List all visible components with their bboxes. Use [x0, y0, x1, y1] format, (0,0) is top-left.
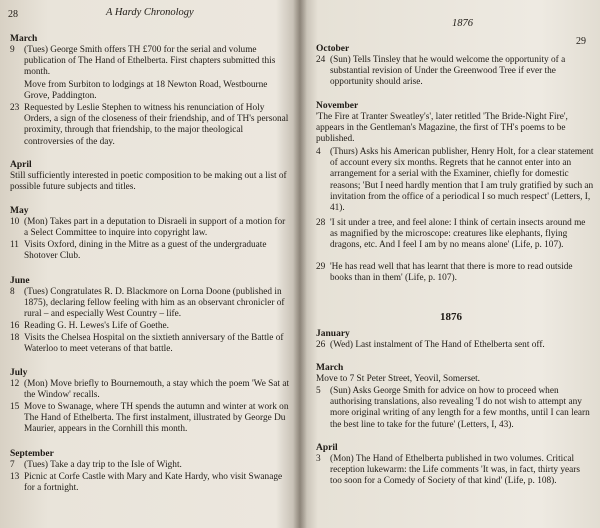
entry-day: 5 [316, 386, 321, 396]
entry-may-10 [10, 217, 290, 239]
entry-text: Move from Surbiton to lodgings at 18 Newton Road, Westbourne Grove, Paddington. [24, 80, 268, 102]
entry-november-4 [316, 147, 594, 214]
entry-may-11 [10, 240, 290, 262]
entry-text: Move to Swanage, where TH spends the autumn and winter at work on The Hand of Ethelberta. The first instalment, illustrated by George Du Maurier, appears in the Cornhill this month. [24, 402, 289, 435]
entry-november-poem: 'The Fire at Tranter Sweatley's', later retitled 'The Bride-Night Fire', appears in the Gentleman's Magazine, the first of TH's poems to be published. [316, 112, 568, 145]
entry-text: Visits the Chelsea Hospital on the sixtieth anniversary of the Battle of Waterloo to meet veterans of that battle. [24, 333, 284, 355]
entry-day: 26 [316, 340, 326, 350]
month-heading-october: October [316, 44, 350, 54]
entry-text: Visits Oxford, dining in the Mitre as a guest of the undergraduate Shotover Club. [24, 240, 267, 262]
entry-day: 16 [10, 321, 20, 331]
entry-day: 29 [316, 262, 326, 272]
entry-text: (Thurs) Asks his American publisher, Henry Holt, for a clear statement of account every six months. Regrets that he cannot enter into an arrangement for a serial with the Examiner, chiefly for domestic reasons; 'But I need hardly mention that I am truly gratified by such an invitation from the office of a periodical I so much respect' (Letters, I, 41). [330, 147, 594, 214]
entry-march-9 [10, 45, 290, 79]
month-heading-july: July [10, 368, 28, 378]
entry-day: 18 [10, 333, 20, 343]
month-heading-march-1876: March [316, 363, 344, 373]
entry-march-move [10, 80, 290, 102]
right-page [304, 0, 600, 528]
month-heading-may: May [10, 206, 29, 216]
entry-march-23 [10, 103, 290, 148]
entry-october-24 [316, 55, 594, 89]
left-page [0, 0, 296, 528]
entry-day: 11 [10, 240, 19, 250]
month-heading-march: March [10, 34, 38, 44]
entry-april-1876-3 [316, 454, 594, 488]
entry-text: (Mon) The Hand of Ethelberta published in two volumes. Critical reception lukewarm: the Life comments 'It was, in fact, thirty years too soon for a Comedy of Society of that kind' (Life, p. 108). [330, 454, 581, 487]
month-heading-april: April [10, 160, 32, 170]
entry-april: Still sufficiently interested in poetic composition to be making out a list of possible future subjects and titles. [10, 171, 287, 193]
entry-september-13 [10, 472, 290, 494]
entry-june-18 [10, 333, 290, 355]
entry-text: (Tues) Take a day trip to the Isle of Wight. [24, 460, 182, 470]
entry-text: (Mon) Move briefly to Bournemouth, a stay which the poem 'We Sat at the Window' recalls. [24, 379, 290, 401]
page-number-left: 28 [8, 9, 18, 20]
entry-text: Reading G. H. Lewes's Life of Goethe. [24, 321, 169, 331]
entry-text: 'He has read well that has learnt that there is more to read outside books than in them' (Life, p. 107). [330, 262, 573, 284]
entry-day: 15 [10, 402, 20, 412]
entry-july-15 [10, 402, 290, 436]
entry-text: Requested by Leslie Stephen to witness his renunciation of Holy Orders, a sign of the closeness of their friendship, and of TH's personal proximity, through that friendship, to the major theological controversies of the day. [24, 103, 289, 147]
entry-june-16 [10, 321, 290, 332]
month-heading-january: January [316, 329, 350, 339]
entry-day: 28 [316, 218, 326, 228]
entry-day: 13 [10, 472, 20, 482]
entry-text: 'I sit under a tree, and feel alone: I think of certain insects around me as magnified by the microscope: creatures like elephants, flying dragons, etc. And I feel I am by no means alone' (Life, p. 107). [330, 218, 586, 251]
entry-june-8 [10, 287, 290, 321]
entry-day: 23 [10, 103, 20, 113]
page-number-right: 29 [576, 36, 586, 47]
month-heading-april-1876: April [316, 443, 338, 453]
entry-january-26 [316, 340, 594, 351]
entry-text: (Tues) Congratulates R. D. Blackmore on Lorna Doone (published in 1875), declaring fellow feeling with him as an observant chronicler of rural – and especially West Country – life. [24, 287, 285, 320]
entry-november-29 [316, 262, 594, 284]
month-heading-november: November [316, 101, 359, 111]
entry-day: 24 [316, 55, 326, 65]
entry-text: (Wed) Last instalment of The Hand of Ethelberta sent off. [330, 340, 545, 350]
entry-day: 10 [10, 217, 20, 227]
entry-day: 7 [10, 460, 15, 470]
year-heading: 1876 [440, 311, 462, 323]
entry-text: (Sun) Tells Tinsley that he would welcome the opportunity of a substantial revision of Under the Greenwood Tree if ever the opportunity should arise. [330, 55, 566, 88]
entry-day: 12 [10, 379, 20, 389]
entry-day: 9 [10, 45, 15, 55]
entry-text: (Sun) Asks George Smith for advice on how to proceed when authorising translations, also revealing 'I do not wish to attempt any more original writing of any length for a few months, until I can learn the best line to take for the future' (Letters, I, 43). [330, 386, 590, 430]
entry-text: Picnic at Corfe Castle with Mary and Kate Hardy, who visit Swanage for a fortnight. [24, 472, 283, 494]
entry-september-7 [10, 460, 290, 471]
entry-march-1876-5 [316, 386, 594, 431]
month-heading-september: September [10, 449, 54, 459]
entry-day: 8 [10, 287, 15, 297]
entry-march-1876-move: Move to 7 St Peter Street, Yeovil, Somerset. [316, 374, 480, 384]
entry-july-12 [10, 379, 290, 401]
entry-text: (Tues) George Smith offers TH £700 for the serial and volume publication of The Hand of Ethelberta. First chapters submitted this month. [24, 45, 276, 78]
running-head-left: A Hardy Chronology [106, 7, 194, 18]
month-heading-june: June [10, 276, 30, 286]
running-head-right: 1876 [452, 18, 473, 29]
entry-november-28 [316, 218, 594, 252]
entry-text: (Mon) Takes part in a deputation to Disraeli in support of a motion for a Select Committee to inquire into copyright law. [24, 217, 286, 239]
entry-day: 3 [316, 454, 321, 464]
entry-day: 4 [316, 147, 321, 157]
